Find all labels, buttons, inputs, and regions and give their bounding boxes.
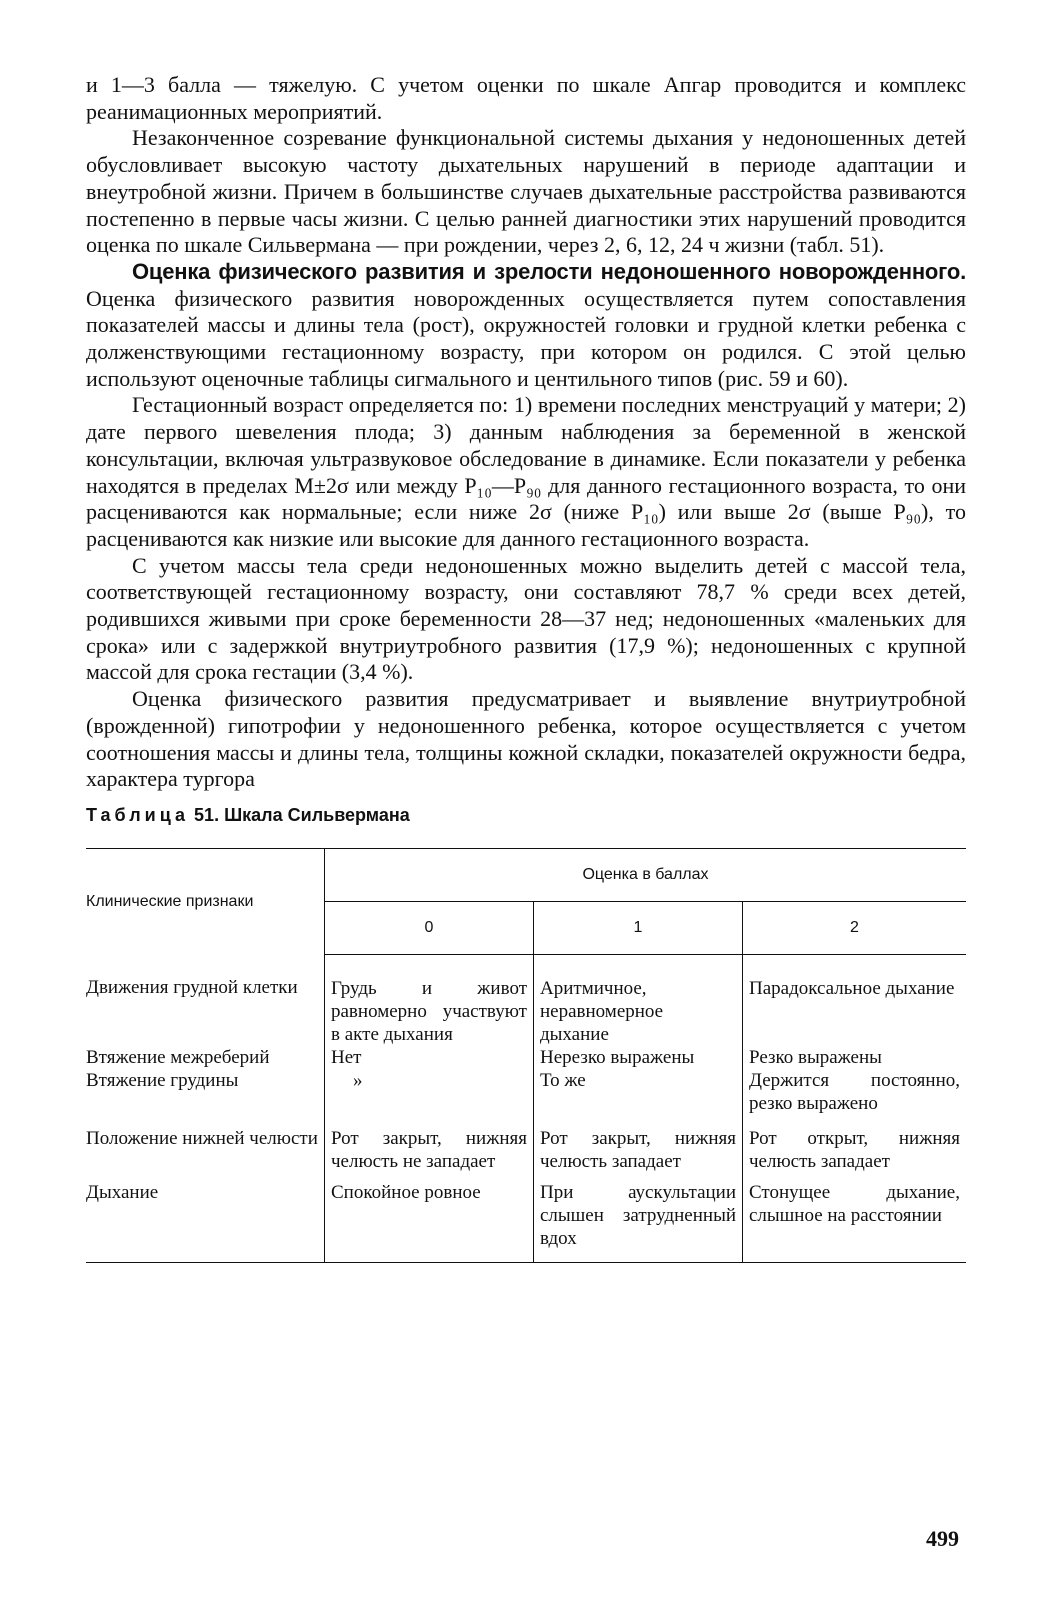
header-score-0: 0 [325, 901, 534, 954]
table-row [86, 1046, 966, 1069]
paragraph-6: Оценка физического развития предусматривает и выявление внутриутробной (врожденной) гипотрофии у недоношенного ребенка, которое осуществляется с учетом соотношения массы и длины тела, толщины кожной складки, показателей окружности бедра, характера тургора [86, 686, 966, 792]
paragraph-4: Гестационный возраст определяется по: 1) времени последних менструаций у матери; 2) дате первого шевеления плода; 3) данным наблюдения за беременной в женской консультации, включая ультразвуковое обследование в динамике. Если показатели у ребенка находятся в пределах M±2σ или между P₁₀—P₉₀ для данного гестационного возраста, то они расцениваются как нормальные; если ниже 2σ (ниже P₁₀) или выше 2σ (выше P₉₀), то расцениваются как низкие или высокие для данного гестационного возраста. [86, 392, 966, 551]
row-sign: Втяжение грудины [86, 1069, 325, 1115]
paragraph-5: С учетом массы тела среди недоношенных можно выделить детей с массой тела, соответствующей гестационному возрасту, они составляют 78,7 % среди всех детей, родившихся живыми при сроке беременности 28—37 нед; недоношенных «маленьких для срока» или с задержкой внутриутробного развития (17,9 %); недоношенных с крупной массой для срока гестации (3,4 %). [86, 552, 966, 685]
row-score-2: Держится постоянно, резко выражено [749, 1069, 960, 1114]
row-score-0: » [325, 1069, 534, 1115]
table-caption [86, 805, 966, 826]
table-caption-text: 51. Шкала Сильвермана [194, 804, 410, 825]
row-score-1: При аускультации слышен затрудненный вдох [534, 1173, 743, 1263]
row-score-0: Рот закрыт, нижняя челюсть не западает [325, 1115, 534, 1173]
row-score-1: Аритмичное, неравномерное дыхание [534, 954, 743, 1046]
table-row [86, 1115, 966, 1173]
header-clinical-signs: Клинические признаки [86, 848, 325, 954]
paragraph-2: Незаконченное созревание функциональной системы дыхания у недоношенных детей обусловливает высокую частоту дыхательных нарушений в периоде адаптации и внеутробной жизни. Причем в большинстве случаев дыхательные расстройства развиваются постепенно в первые часы жизни. С целью ранней диагностики этих нарушений проводится оценка по шкале Сильвермана — при рождении, через 2, 6, 12, 24 ч жизни (табл. 51). [86, 125, 966, 258]
header-score: Оценка в баллах [325, 848, 967, 901]
row-score-0: Спокойное ровное [325, 1173, 534, 1263]
row-score-2: Стонущее дыхание, слышное на расстоянии [743, 1173, 967, 1263]
row-score-1: Нерезко выражены [534, 1046, 743, 1069]
paragraph-3 [86, 259, 966, 393]
paragraph-1: и 1—3 балла — тяжелую. С учетом оценки по шкале Апгар проводится и комплекс реанимационных мероприятий. [86, 72, 966, 124]
row-score-1: Рот закрыт, нижняя челюсть западает [534, 1115, 743, 1173]
row-sign: Положение нижней челюсти [86, 1115, 325, 1173]
row-score-0: Грудь и живот равномерно участвуют в акте дыхания [325, 954, 534, 1046]
table-row [86, 1173, 966, 1263]
page-number: 499 [926, 1526, 959, 1551]
row-sign: Движения грудной клетки [86, 954, 325, 1046]
row-score-2: Рот открыт, нижняя челюсть западает [749, 1127, 960, 1172]
page-body [86, 72, 966, 1263]
row-sign: Втяжение межреберий [86, 1046, 325, 1069]
row-score-2: Парадоксальное дыхание [749, 977, 955, 999]
silverman-table [86, 848, 966, 1263]
paragraph-3-text: Оценка физического развития новорожденных осуществляется путем сопоставления показателей массы и длины тела (рост), окружностей головки и грудной клетки ребенка с долженствующими гестационному возрасту, при котором он родился. С этой целью используют оценочные таблицы сигмального и центильного типов (рис. 59 и 60). [86, 285, 966, 391]
header-score-2: 2 [743, 901, 967, 954]
table-row [86, 954, 966, 1046]
row-score-0: Нет [325, 1046, 534, 1069]
row-score-2: Резко выражены [749, 1046, 882, 1068]
header-score-1: 1 [534, 901, 743, 954]
row-score-1: То же [534, 1069, 743, 1115]
row-sign: Дыхание [86, 1173, 325, 1263]
table-caption-label: Таблица [86, 804, 190, 825]
table-row [86, 1069, 966, 1115]
section-heading: Оценка физического развития и зрелости недоношенного новорожденного. [132, 258, 966, 284]
